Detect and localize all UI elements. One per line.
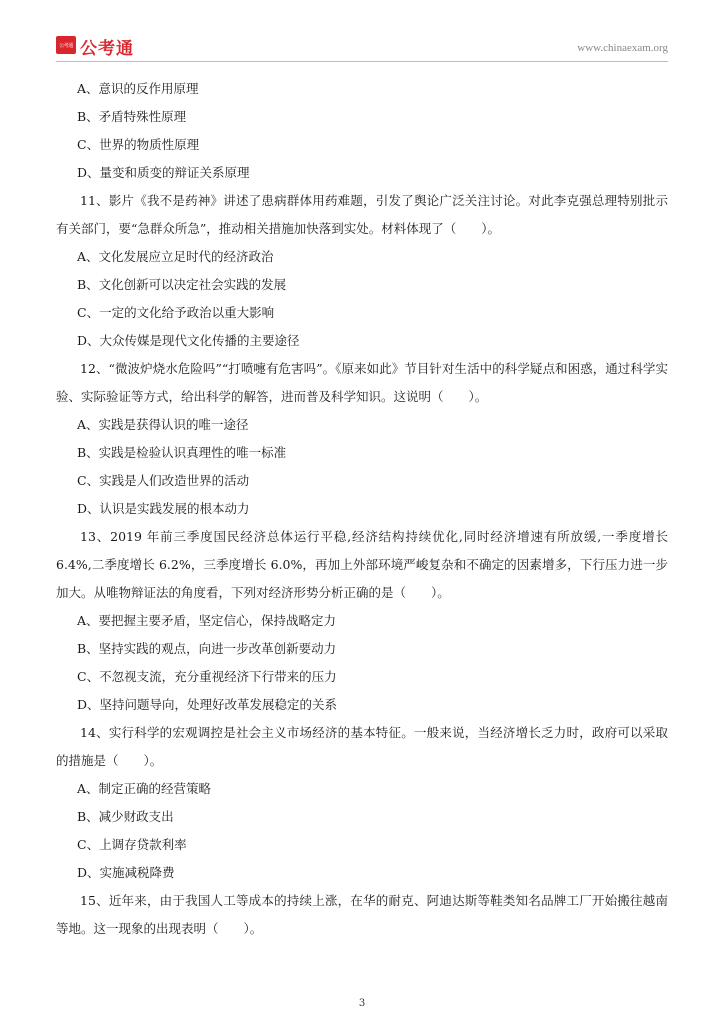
option-item: A、意识的反作用原理 [77,81,199,96]
question-stem: 13、2019 年前三季度国民经济总体运行平稳,经济结构持续优化,同时经济增速有所放缓,一季度增长 6.4%,二季度增长 6.2%，三季度增长 6.0%，再加上外部环境严峻复杂和不确定的因素增多，下行压力进一步加大。从唯物辩证法的角度看，下列对经济形势分析正确的是（ ）。 [56,529,668,600]
page-number: 3 [358,998,366,1009]
option-item: C、实践是人们改造世界的活动 [77,473,250,488]
option-item: B、减少财政支出 [77,809,174,824]
header-divider [56,61,668,62]
option-item: D、坚持问题导向，处理好改革发展稳定的关系 [77,697,338,712]
option-item: A、文化发展应立足时代的经济政治 [77,249,274,264]
option-item: A、要把握主要矛盾，坚定信心，保持战略定力 [77,613,337,628]
question-stem: 11、影片《我不是药神》讲述了患病群体用药难题，引发了舆论广泛关注讨论。对此李克强总理特别批示有关部门，要“急群众所急”，推动相关措施加快落到实处。材料体现了（ ）。 [56,193,668,236]
option-item: B、文化创新可以决定社会实践的发展 [77,277,287,292]
option-item: C、一定的文化给予政治以重大影响 [77,305,275,320]
option-item: D、量变和质变的辩证关系原理 [77,165,250,180]
question-stem: 12、“微波炉烧水危险吗”“打喷嚏有危害吗”。《原来如此》节目针对生活中的科学疑点和困惑，通过科学实验、实际验证等方式，给出科学的解答，进而普及科学知识。这说明（ ）。 [56,361,668,404]
question-stem: 15、近年来，由于我国人工等成本的持续上涨，在华的耐克、阿迪达斯等鞋类知名品牌工厂开始搬往越南等地。这一现象的出现表明（ ）。 [56,893,668,936]
option-item: B、坚持实践的观点，向进一步改革创新要动力 [77,641,337,656]
option-item: D、认识是实践发展的根本动力 [77,501,250,516]
option-item: C、不忽视支流，充分重视经济下行带来的压力 [77,669,337,684]
logo-badge: 公考通 [56,36,76,54]
page-header [56,34,668,62]
option-item: D、大众传媒是现代文化传播的主要途径 [77,333,300,348]
site-url[interactable]: www.chinaexam.org [577,42,668,54]
option-item: A、制定正确的经营策略 [77,781,212,796]
option-item: B、实践是检验认识真理性的唯一标准 [77,445,287,460]
option-item: C、上调存贷款利率 [77,837,187,852]
question-stem: 14、实行科学的宏观调控是社会主义市场经济的基本特征。一般来说，当经济增长乏力时，政府可以采取的措施是（ ）。 [56,725,668,768]
option-item: C、世界的物质性原理 [77,137,200,152]
option-item: A、实践是获得认识的唯一途径 [77,417,249,432]
document-body [56,75,668,943]
option-item: D、实施减税降费 [77,865,175,880]
option-item: B、矛盾特殊性原理 [77,109,187,124]
logo-text: 公考通 [80,39,134,59]
